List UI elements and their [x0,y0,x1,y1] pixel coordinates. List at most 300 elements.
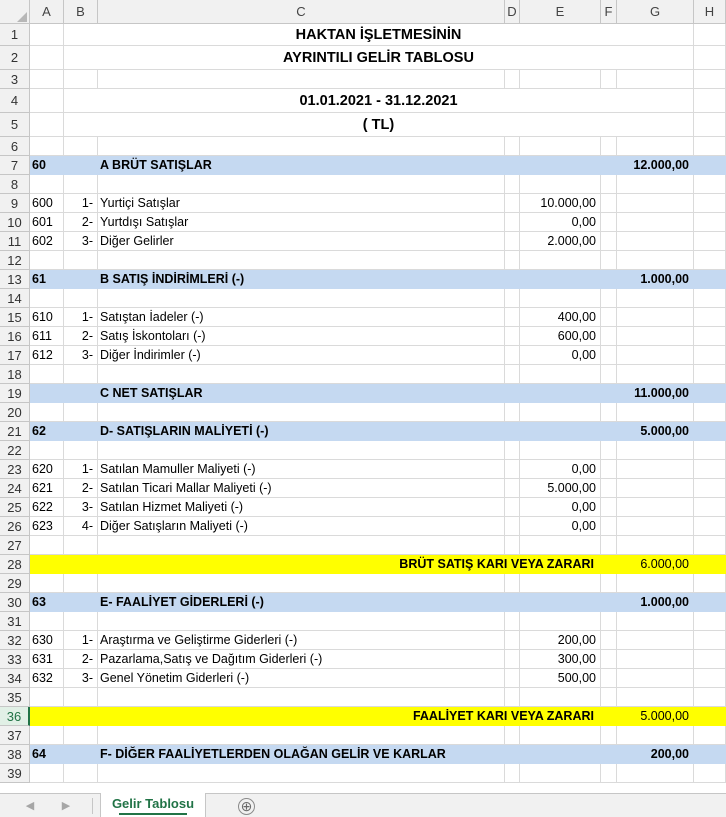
cell-f21[interactable] [601,422,617,441]
title-cell-2[interactable]: AYRINTILI GELİR TABLOSU [64,46,694,70]
cell-e29[interactable] [520,574,601,593]
cell-h25[interactable] [694,498,726,517]
account-label-38[interactable]: F- DİĞER FAALİYETLERDEN OLAĞAN GELİR VE KARLAR [98,745,505,764]
cell-b14[interactable] [64,289,98,308]
cell-d24[interactable] [505,479,520,498]
cell-h17[interactable] [694,346,726,365]
cell-d27[interactable] [505,536,520,555]
title-cell-4[interactable]: 01.01.2021 - 31.12.2021 [64,89,694,113]
row-header-37[interactable]: 37 [0,726,30,745]
cell-e31[interactable] [520,612,601,631]
cell-h18[interactable] [694,365,726,384]
cell-d8[interactable] [505,175,520,194]
cell-b21[interactable] [64,422,98,441]
cell-h3[interactable] [694,70,726,89]
cell-g24[interactable] [617,479,694,498]
cell-h6[interactable] [694,137,726,156]
column-header-f[interactable]: F [601,0,617,24]
cell-a39[interactable] [30,764,64,783]
cell-e34[interactable]: 500,00 [520,669,601,688]
account-label-34[interactable]: Genel Yönetim Giderleri (-) [98,669,505,688]
cell-a36[interactable] [30,707,64,726]
title-cell-5[interactable]: ( TL) [64,113,694,137]
cell-g32[interactable] [617,631,694,650]
cell-e26[interactable]: 0,00 [520,517,601,536]
cell-a16[interactable]: 611 [30,327,64,346]
account-label-3[interactable] [98,70,505,89]
account-label-24[interactable]: Satılan Ticari Mallar Maliyeti (-) [98,479,505,498]
cell-a28[interactable] [30,555,64,574]
row-header-8[interactable]: 8 [0,175,30,194]
cell-d17[interactable] [505,346,520,365]
cell-h33[interactable] [694,650,726,669]
cell-h15[interactable] [694,308,726,327]
row-header-11[interactable]: 11 [0,232,30,251]
subtotal-value-28[interactable]: 6.000,00 [617,555,694,574]
account-label-7[interactable]: A BRÜT SATIŞLAR [98,156,505,175]
cell-e16[interactable]: 600,00 [520,327,601,346]
cell-e9[interactable]: 10.000,00 [520,194,601,213]
cell-b10[interactable]: 2- [64,213,98,232]
cell-h29[interactable] [694,574,726,593]
cell-e35[interactable] [520,688,601,707]
cell-a33[interactable]: 631 [30,650,64,669]
cell-a24[interactable]: 621 [30,479,64,498]
row-header-6[interactable]: 6 [0,137,30,156]
cell-d33[interactable] [505,650,520,669]
cell-f7[interactable] [601,156,617,175]
row-header-3[interactable]: 3 [0,70,30,89]
cell-e32[interactable]: 200,00 [520,631,601,650]
cell-g17[interactable] [617,346,694,365]
account-label-32[interactable]: Araştırma ve Geliştirme Giderleri (-) [98,631,505,650]
cell-h31[interactable] [694,612,726,631]
account-label-22[interactable] [98,441,505,460]
cell-f17[interactable] [601,346,617,365]
row-header-38[interactable]: 38 [0,745,30,764]
cell-f24[interactable] [601,479,617,498]
cell-e21[interactable] [520,422,601,441]
add-sheet-icon[interactable]: ⊕ [238,798,255,815]
cell-b8[interactable] [64,175,98,194]
cell-h4[interactable] [694,89,726,113]
cell-a18[interactable] [30,365,64,384]
cell-a25[interactable]: 622 [30,498,64,517]
cell-a30[interactable]: 63 [30,593,64,612]
cell-e8[interactable] [520,175,601,194]
column-header-e[interactable]: E [520,0,601,24]
cell-h11[interactable] [694,232,726,251]
cell-f25[interactable] [601,498,617,517]
cell-f28[interactable] [601,555,617,574]
cell-g38[interactable]: 200,00 [617,745,694,764]
cell-f32[interactable] [601,631,617,650]
cell-d7[interactable] [505,156,520,175]
column-header-g[interactable]: G [617,0,694,24]
cell-g6[interactable] [617,137,694,156]
cell-a22[interactable] [30,441,64,460]
cell-b9[interactable]: 1- [64,194,98,213]
account-label-39[interactable] [98,764,505,783]
cell-b37[interactable] [64,726,98,745]
subtotal-value-36[interactable]: 5.000,00 [617,707,694,726]
cell-f20[interactable] [601,403,617,422]
row-header-9[interactable]: 9 [0,194,30,213]
cell-a37[interactable] [30,726,64,745]
cell-e39[interactable] [520,764,601,783]
cell-b34[interactable]: 3- [64,669,98,688]
cell-h24[interactable] [694,479,726,498]
cell-d30[interactable] [505,593,520,612]
row-header-5[interactable]: 5 [0,113,30,137]
cell-g8[interactable] [617,175,694,194]
cell-f14[interactable] [601,289,617,308]
cell-g35[interactable] [617,688,694,707]
cell-a3[interactable] [30,70,64,89]
cell-a21[interactable]: 62 [30,422,64,441]
cell-g11[interactable] [617,232,694,251]
cell-h16[interactable] [694,327,726,346]
cell-a20[interactable] [30,403,64,422]
cell-d39[interactable] [505,764,520,783]
cell-b29[interactable] [64,574,98,593]
cell-g12[interactable] [617,251,694,270]
cell-g30[interactable]: 1.000,00 [617,593,694,612]
cell-g37[interactable] [617,726,694,745]
cell-h21[interactable] [694,422,726,441]
sheet-tab-gelir-tablosu[interactable]: Gelir Tablosu [100,793,206,817]
cell-f37[interactable] [601,726,617,745]
cell-f26[interactable] [601,517,617,536]
account-label-11[interactable]: Diğer Gelirler [98,232,505,251]
cell-d20[interactable] [505,403,520,422]
cell-g33[interactable] [617,650,694,669]
cell-h35[interactable] [694,688,726,707]
cell-b25[interactable]: 3- [64,498,98,517]
cell-b22[interactable] [64,441,98,460]
cell-f18[interactable] [601,365,617,384]
cell-e22[interactable] [520,441,601,460]
cell-b24[interactable]: 2- [64,479,98,498]
cell-d10[interactable] [505,213,520,232]
row-header-27[interactable]: 27 [0,536,30,555]
cell-d3[interactable] [505,70,520,89]
cell-a9[interactable]: 600 [30,194,64,213]
cell-a2[interactable] [30,46,64,70]
cell-f33[interactable] [601,650,617,669]
cell-f9[interactable] [601,194,617,213]
cell-b31[interactable] [64,612,98,631]
cell-e30[interactable] [520,593,601,612]
cell-b18[interactable] [64,365,98,384]
cell-e37[interactable] [520,726,601,745]
scroll-tabs-right-icon[interactable]: ▶ [61,800,71,812]
row-header-24[interactable]: 24 [0,479,30,498]
cell-d25[interactable] [505,498,520,517]
row-header-33[interactable]: 33 [0,650,30,669]
cell-g3[interactable] [617,70,694,89]
cell-a13[interactable]: 61 [30,270,64,289]
cell-h28[interactable] [694,555,726,574]
cell-f35[interactable] [601,688,617,707]
cell-f11[interactable] [601,232,617,251]
cell-d26[interactable] [505,517,520,536]
cell-d18[interactable] [505,365,520,384]
row-header-17[interactable]: 17 [0,346,30,365]
cell-a27[interactable] [30,536,64,555]
account-label-30[interactable]: E- FAALİYET GİDERLERİ (-) [98,593,505,612]
account-label-15[interactable]: Satıştan İadeler (-) [98,308,505,327]
cell-b19[interactable] [64,384,98,403]
cell-h9[interactable] [694,194,726,213]
cell-g10[interactable] [617,213,694,232]
cell-b15[interactable]: 1- [64,308,98,327]
row-header-1[interactable]: 1 [0,24,30,46]
column-header-h[interactable]: H [694,0,726,24]
cell-e23[interactable]: 0,00 [520,460,601,479]
account-label-18[interactable] [98,365,505,384]
cell-f22[interactable] [601,441,617,460]
cell-f3[interactable] [601,70,617,89]
cell-e18[interactable] [520,365,601,384]
cell-h26[interactable] [694,517,726,536]
cell-h13[interactable] [694,270,726,289]
cell-h5[interactable] [694,113,726,137]
row-header-2[interactable]: 2 [0,46,30,70]
cell-e33[interactable]: 300,00 [520,650,601,669]
account-label-25[interactable]: Satılan Hizmet Maliyeti (-) [98,498,505,517]
row-header-16[interactable]: 16 [0,327,30,346]
cell-e13[interactable] [520,270,601,289]
cell-a32[interactable]: 630 [30,631,64,650]
scroll-tabs-left-icon[interactable]: ◀ [25,800,35,812]
cell-f10[interactable] [601,213,617,232]
cell-e17[interactable]: 0,00 [520,346,601,365]
row-header-32[interactable]: 32 [0,631,30,650]
cell-e6[interactable] [520,137,601,156]
cell-g9[interactable] [617,194,694,213]
cell-g20[interactable] [617,403,694,422]
cell-e3[interactable] [520,70,601,89]
cell-b32[interactable]: 1- [64,631,98,650]
account-label-29[interactable] [98,574,505,593]
cell-g19[interactable]: 11.000,00 [617,384,694,403]
row-header-35[interactable]: 35 [0,688,30,707]
select-all-corner[interactable] [0,0,30,24]
account-label-8[interactable] [98,175,505,194]
cell-g16[interactable] [617,327,694,346]
cell-g13[interactable]: 1.000,00 [617,270,694,289]
row-header-21[interactable]: 21 [0,422,30,441]
cell-e10[interactable]: 0,00 [520,213,601,232]
cell-d31[interactable] [505,612,520,631]
cell-b3[interactable] [64,70,98,89]
cell-f8[interactable] [601,175,617,194]
cell-f38[interactable] [601,745,617,764]
account-label-20[interactable] [98,403,505,422]
cell-b27[interactable] [64,536,98,555]
cell-h23[interactable] [694,460,726,479]
account-label-10[interactable]: Yurtdışı Satışlar [98,213,505,232]
cell-a35[interactable] [30,688,64,707]
row-header-20[interactable]: 20 [0,403,30,422]
row-header-34[interactable]: 34 [0,669,30,688]
account-label-13[interactable]: B SATIŞ İNDİRİMLERİ (-) [98,270,505,289]
cell-a5[interactable] [30,113,64,137]
cell-h37[interactable] [694,726,726,745]
cell-d37[interactable] [505,726,520,745]
cell-f15[interactable] [601,308,617,327]
cell-b6[interactable] [64,137,98,156]
cell-g34[interactable] [617,669,694,688]
cell-d35[interactable] [505,688,520,707]
cell-h32[interactable] [694,631,726,650]
title-cell-1[interactable]: HAKTAN İŞLETMESİNİN [64,24,694,46]
row-header-13[interactable]: 13 [0,270,30,289]
cell-a15[interactable]: 610 [30,308,64,327]
cell-a12[interactable] [30,251,64,270]
cell-e25[interactable]: 0,00 [520,498,601,517]
cell-g23[interactable] [617,460,694,479]
cell-e12[interactable] [520,251,601,270]
cell-b20[interactable] [64,403,98,422]
row-header-10[interactable]: 10 [0,213,30,232]
cell-a19[interactable] [30,384,64,403]
cell-a38[interactable]: 64 [30,745,64,764]
cell-g31[interactable] [617,612,694,631]
cell-h36[interactable] [694,707,726,726]
cell-d14[interactable] [505,289,520,308]
cell-e11[interactable]: 2.000,00 [520,232,601,251]
account-label-21[interactable]: D- SATIŞLARIN MALİYETİ (-) [98,422,505,441]
row-header-14[interactable]: 14 [0,289,30,308]
cell-h22[interactable] [694,441,726,460]
cell-a23[interactable]: 620 [30,460,64,479]
cell-e24[interactable]: 5.000,00 [520,479,601,498]
cell-h19[interactable] [694,384,726,403]
row-header-15[interactable]: 15 [0,308,30,327]
row-header-39[interactable]: 39 [0,764,30,783]
row-header-18[interactable]: 18 [0,365,30,384]
column-header-d[interactable]: D [505,0,520,24]
account-label-23[interactable]: Satılan Mamuller Maliyeti (-) [98,460,505,479]
cell-d38[interactable] [505,745,520,764]
cell-e38[interactable] [520,745,601,764]
subtotal-label-36[interactable]: FAALİYET KARI VEYA ZARARI [64,707,601,726]
cell-a31[interactable] [30,612,64,631]
column-header-b[interactable]: B [64,0,98,24]
cell-f12[interactable] [601,251,617,270]
cell-h10[interactable] [694,213,726,232]
cell-d19[interactable] [505,384,520,403]
row-header-29[interactable]: 29 [0,574,30,593]
cell-b38[interactable] [64,745,98,764]
cell-e20[interactable] [520,403,601,422]
cell-h2[interactable] [694,46,726,70]
cell-a17[interactable]: 612 [30,346,64,365]
column-header-a[interactable]: A [30,0,64,24]
cell-g15[interactable] [617,308,694,327]
account-label-14[interactable] [98,289,505,308]
cell-g7[interactable]: 12.000,00 [617,156,694,175]
account-label-19[interactable]: C NET SATIŞLAR [98,384,505,403]
cell-h27[interactable] [694,536,726,555]
cell-d22[interactable] [505,441,520,460]
cell-d32[interactable] [505,631,520,650]
cell-h34[interactable] [694,669,726,688]
account-label-35[interactable] [98,688,505,707]
cell-f30[interactable] [601,593,617,612]
cell-b39[interactable] [64,764,98,783]
cell-g21[interactable]: 5.000,00 [617,422,694,441]
row-header-30[interactable]: 30 [0,593,30,612]
cell-g25[interactable] [617,498,694,517]
cell-d13[interactable] [505,270,520,289]
cell-g26[interactable] [617,517,694,536]
cell-d9[interactable] [505,194,520,213]
account-label-33[interactable]: Pazarlama,Satış ve Dağıtım Giderleri (-) [98,650,505,669]
cell-h12[interactable] [694,251,726,270]
cell-a7[interactable]: 60 [30,156,64,175]
cell-h20[interactable] [694,403,726,422]
cell-g22[interactable] [617,441,694,460]
cell-h1[interactable] [694,24,726,46]
cell-h39[interactable] [694,764,726,783]
account-label-16[interactable]: Satış İskontoları (-) [98,327,505,346]
cell-f16[interactable] [601,327,617,346]
cell-g14[interactable] [617,289,694,308]
cell-f29[interactable] [601,574,617,593]
cell-f6[interactable] [601,137,617,156]
cell-d12[interactable] [505,251,520,270]
cell-f36[interactable] [601,707,617,726]
cell-d23[interactable] [505,460,520,479]
cell-a14[interactable] [30,289,64,308]
cell-a11[interactable]: 602 [30,232,64,251]
cell-f19[interactable] [601,384,617,403]
cell-b11[interactable]: 3- [64,232,98,251]
cell-a26[interactable]: 623 [30,517,64,536]
cell-d34[interactable] [505,669,520,688]
subtotal-label-28[interactable]: BRÜT SATIŞ KARI VEYA ZARARI [64,555,601,574]
row-header-7[interactable]: 7 [0,156,30,175]
cell-d21[interactable] [505,422,520,441]
cell-e14[interactable] [520,289,601,308]
cell-b30[interactable] [64,593,98,612]
cell-a6[interactable] [30,137,64,156]
row-header-4[interactable]: 4 [0,89,30,113]
account-label-6[interactable] [98,137,505,156]
row-header-28[interactable]: 28 [0,555,30,574]
cell-d16[interactable] [505,327,520,346]
cell-d11[interactable] [505,232,520,251]
cell-a1[interactable] [30,24,64,46]
cell-h8[interactable] [694,175,726,194]
row-header-12[interactable]: 12 [0,251,30,270]
row-header-26[interactable]: 26 [0,517,30,536]
row-header-22[interactable]: 22 [0,441,30,460]
cell-f23[interactable] [601,460,617,479]
cell-e19[interactable] [520,384,601,403]
account-label-37[interactable] [98,726,505,745]
cell-g29[interactable] [617,574,694,593]
cell-d15[interactable] [505,308,520,327]
account-label-26[interactable]: Diğer Satışların Maliyeti (-) [98,517,505,536]
cell-h14[interactable] [694,289,726,308]
cell-h30[interactable] [694,593,726,612]
cell-b35[interactable] [64,688,98,707]
cell-g18[interactable] [617,365,694,384]
